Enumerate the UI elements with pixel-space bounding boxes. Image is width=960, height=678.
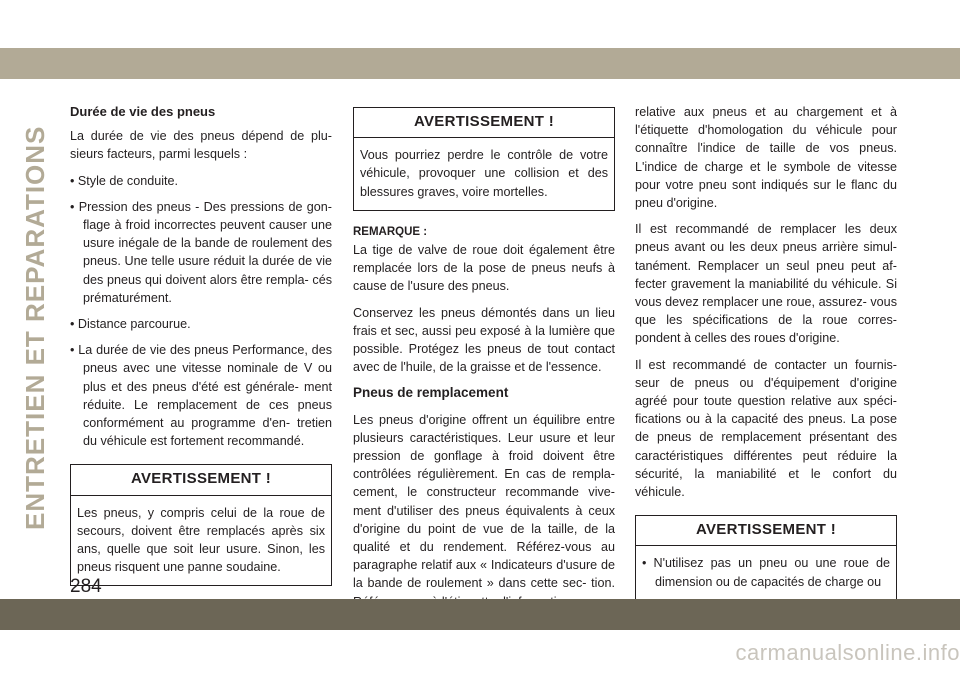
side-tab xyxy=(15,110,55,530)
column-2 xyxy=(353,107,615,619)
warning-title: AVERTISSEMENT ! xyxy=(354,108,614,138)
column-3 xyxy=(635,103,897,613)
paragraph: Il est recommandé de contacter un fournis- seur de pneus ou d'équipement d'origine agréé pour toute question relative aux spéci- fications ou à la capacité des pneus. La pose de pneus de remplacement présentant des caractéristiques différentes peut réduire la sécurité, la maniabilité et le confort du véhicule. xyxy=(635,357,897,500)
top-band xyxy=(0,48,960,79)
bullet-item: • N'utilisez pas un pneu ou une roue de dimension ou de capacités de charge ou xyxy=(642,556,890,589)
warning-text: Vous pourriez perdre le contrôle de votre véhicule, provoquer une collision et des blessures graves, voire mortelles. xyxy=(360,148,608,199)
warning-box xyxy=(353,107,615,211)
page-number: 284 xyxy=(70,576,102,597)
warning-title: AVERTISSEMENT ! xyxy=(71,465,331,495)
section-side-title: ENTRETIEN ET REPARATIONS xyxy=(20,125,50,530)
bullet-item: • Pression des pneus - Des pressions de gon- flage à froid incorrectes peuvent causer une usure inégale de la bande de roulement des pneus. Une telle usure réduit la durée de vie des pneus qui doivent alors être rempla- cés prématurément. xyxy=(70,199,332,305)
heading-tire-life: Durée de vie des pneus xyxy=(70,104,216,119)
bullet-item: • Style de conduite. xyxy=(70,173,179,188)
watermark: carmanualsonline.info xyxy=(735,640,960,665)
warning-box xyxy=(635,515,897,601)
paragraph: Il est recommandé de remplacer les deux pneus avant ou les deux pneus arrière simul- tanément. Remplacer un seul pneu peut af- fecter gravement la maniabilité du véhicule. Si vous devez remplacer une roue, assurez- vous que les spécifications de la roue corres- pondent à celles des roues d'origine. xyxy=(635,222,897,346)
column-1 xyxy=(70,103,332,598)
warning-text xyxy=(636,546,896,599)
bullet-item: • Distance parcourue. xyxy=(70,317,191,332)
storage-paragraph: Conservez les pneus démontés dans un lieu frais et sec, aussi peu exposé à la lumière que possible. Protégez les pneus de tout contact avec de l'huile, de la graisse et de l'essence. xyxy=(353,305,615,375)
heading-replacement-tires: Pneus de remplacement xyxy=(353,385,509,401)
warning-text: Les pneus, y compris celui de la roue de secours, doivent être remplacés après six ans, quelle que soit leur usure. Sinon, les pneus risquent une panne soudaine. xyxy=(77,505,325,575)
remark-label: REMARQUE : xyxy=(353,225,428,238)
replacement-paragraph: Les pneus d'origine offrent un équilibre entre plusieurs caractéristiques. Leur usure et leur pression de gonflage à froid doivent être contrôlées régulièrement. En cas de rempla- cement, le constructeur recommande vive- ment d'utiliser des pneus équivalents à ceux d'origine du point de vue de la taille, de la qualité et du rendement. Référez-vous au paragraphe relatif aux « Indicateurs d'usure de la bande de roulement » dans cette sec- tion. xyxy=(353,412,615,591)
warning-box xyxy=(70,464,332,586)
remark-text: La tige de valve de roue doit également être remplacée lors de la pose de pneus neufs à cause de l'usure des pneus. xyxy=(353,243,615,294)
bottom-band xyxy=(0,599,960,630)
bullet-item: • La durée de vie des pneus Performance, des pneus avec une vitesse nominale de V ou plus et des pneus d'été est générale- ment réduite. Le remplacement de ces pneus conformément au programme d'en- tretien du véhicule est fortement recommandé. xyxy=(70,343,332,449)
paragraph: relative aux pneus et au chargement et à l'étiquette d'homologation du véhicule pour connaître l'indice de taille de vos pneus. L'indice de charge et le symbole de vitesse pour votre pneu sont indiqués sur le flanc du pneu d'origine. xyxy=(635,105,897,211)
intro-paragraph: La durée de vie des pneus dépend de plu- sieurs facteurs, parmi lesquels : xyxy=(70,129,332,162)
warning-title: AVERTISSEMENT ! xyxy=(636,516,896,546)
